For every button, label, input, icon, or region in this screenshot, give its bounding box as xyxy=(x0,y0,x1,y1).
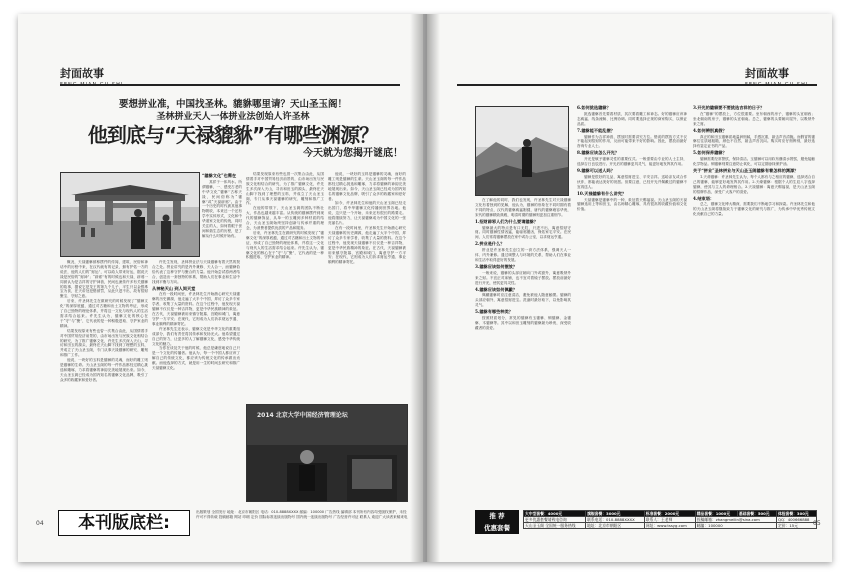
section-tag-right xyxy=(745,62,815,86)
footer-cell: 地址：北京市朝阳区 xyxy=(586,523,645,529)
right-col3-text-2: 真正的和田玉貔貅质地温润细腻，手感沉重，敲击声音清脆。而假冒的貔貅往往质地粗糙，颜色不自然，敲击声音沉闷。购买时应仔细辨别，最好选择有鉴定证书的产品。 xyxy=(693,134,815,149)
footer-cell: 更多优惠套餐请致电咨询 xyxy=(524,517,586,523)
column-4-text-2: 如今，许圣林先生和他的天山圣玉阁已经走出国门，将中华貔貅文化传播到世界各地。他说，这只是一个开始，未来还有很长的路要走。他将继续努力，让天禄貔貅成为中国文化的一张亮丽名片。 xyxy=(328,201,406,226)
footer-cell: 精品套餐：1000元 xyxy=(695,511,737,517)
footer-cell: 联系电话：010-8888XXXX xyxy=(586,517,645,523)
column-3-text-2: 在他的带领下，天山圣玉阁的团队不断壮大，作品也越来越丰富。从传统的貔貅摆件到现代的貔貅饰品，从单一的玉雕到多种材质的结合，天山圣玉阁始终坚持创新与传承并重的理念，为消费者提供优质的产品和服务。 xyxy=(246,206,324,230)
column-1-body-4: 他说，一块好的玉料是貔貅的灵魂，而好的雕工则是貔貅的生命。天山圣玉阁的每一件作品都经过精心挑选和雕琢，力求将貔貅的神韵完美地展现出来。如今，天山圣玉阁已经成为国内知名的貔貅文化品牌，吸引了众多的收藏家和爱好者。 xyxy=(60,358,148,382)
column-1-top xyxy=(202,172,242,256)
footer-cell: QQ：400666888 xyxy=(776,517,816,523)
right-column-2 xyxy=(577,104,687,500)
page-gutter-shadow xyxy=(410,14,440,562)
right-col2-heading-5: 10.天禄貔貅有什么讲究？ xyxy=(577,190,627,196)
column-4-text-1: 他说，一块好的玉料是貔貅的灵魂，而好的雕工则是貔貅的生命。天山圣玉阁的每一件作品都经过精心挑选和雕琢，力求将貔貅的神韵完美地展现出来。如今，天山圣玉阁已经成为国内知名的貔貅文化品牌，吸引了众多的收藏家和爱好者。 xyxy=(328,172,406,201)
footer-promo-box xyxy=(475,510,519,534)
column-2-text-1: 许先生发现，圣林拼业法与天禄貔貅有着天然的契合之处。拼业讲究的是内外兼修、天人合一，而貔貅恰恰代表了这种守护与聚合的力量。他开始尝试将两者结合，创造出一套独特的体系，帮助人们在事业和生活中找到平衡与方向。 xyxy=(152,260,240,284)
footer-left xyxy=(58,510,408,550)
right-col3-text-4: 1.天命貔貅：许圣林先生认为，每个人都有与之相应的貔貅，选择适合自己的貔貅，能够更好地发挥其作用。2.天缘貔貅：根据个人的生辰八字选择貔貅，使其与主人的命理相合。3.天禄貔貅：寓意天赐福禄，是天山圣玉阁的招牌作品，深受广大客户的喜爱。 xyxy=(693,174,815,194)
right-col1-heading-1: 1.招财辟邪人们为什么要请貔貅？ xyxy=(475,218,538,224)
footer-cell: 基础套餐：500元 xyxy=(737,511,776,517)
mountain-photo-image xyxy=(476,107,568,195)
conference-photo xyxy=(246,404,408,502)
column-2-heading: 从神秘天山 到人间天堂 xyxy=(152,285,196,291)
right-column-1-intro: 在了解他的同时，我们也发现，许圣林先生对天禄貔貅文化有着独到的见解，他认为，貔貅的形象在不同时期有着不同的特点，汉代的貔貅威猛刚健，唐代的貔貅雍容华贵，宋代的貔貅精致典雅，明清时期的貔貅则更加注重细节。 xyxy=(475,198,571,217)
footer-package-table xyxy=(523,510,817,529)
column-4 xyxy=(328,172,406,400)
right-col2-heading-1: 6.如何挑选貔貅？ xyxy=(577,105,611,110)
right-col2-text-2: 貔貅作为吉祥神兽，摆放时需要讲究方位。错误的摆放方式不仅不能起到招财的作用，反而可能带来不好的影响。因此，摆放前最好咨询专业人士。 xyxy=(577,134,687,149)
footer-table-row-3 xyxy=(524,523,817,529)
column-1-body-3: 结果发现原来有些也曾一次集合由此，从国情着手对中国贸易经济前景的，由市场出发与民族文化相结合的研究，为了推广貔貅文化，许先生多次深入天山，寻访和田玉的源头，最终在天山脚下找到了理想的玉料，并成立了天山圣玉阁，专门从事天禄貔貅的研究、雕刻和推广工作。 xyxy=(60,328,148,358)
column-1 xyxy=(60,260,148,500)
right-col3-heading-4: 关于“拼业”圣林拼业与天山圣玉阁貔貅有着怎样的渊源？ xyxy=(693,167,799,173)
column-3-text-3: 后来，许圣林先生在做研究的时候发现了“貔貅文化”的深厚底蕴，通过对古籍和出土文物的考证，形成了自己独特的理论体系，并将这一文化与现代人的生活需求结合起来。许先生认为，貔貅文化的核心在于“守”与“聚”，它代表的是一种积极进取、守护家业的精神。 xyxy=(246,230,324,260)
footer-cell: 投稿邮箱：zhangmeilin@sina.com xyxy=(695,517,776,523)
folio-left: 04 xyxy=(36,520,44,527)
footer-title-box: 本刊版底栏: xyxy=(58,510,190,536)
column-1-body-2: 后来，许圣林先生在做研究的时候发现了“貔貅文化”的深厚底蕴，通过对古籍和出土文物的考证，形成了自己独特的理论体系，并将这一文化与现代人的生活需求结合起来。许先生认为，貔貅文化的核心在于“守”与“聚”，它代表的是一种积极进取、守护家业的精神。 xyxy=(60,299,148,328)
subhead: 今天就为您揭开谜底！ xyxy=(303,148,403,159)
footer-cell: 联系人：王老师 xyxy=(644,517,695,523)
archway-photo-image xyxy=(61,173,199,256)
column-1-top-text: 其祥于一体风水。所谓貔貅，一、感受古老的中华文化“貔貅”古称天禄，民间俗称为“貔貅”或“天禄辟邪”。由于一个历史的时代被其他事物吸收，本来还一个还有学中实体形式，文化和中华道家文化的传统，同时关注的人，如何着眼于世间和谐生态的历程，是了解从什么时候开始有。 xyxy=(202,179,242,238)
section-tag-label: 封面故事 xyxy=(60,67,104,80)
right-col3-heading-1: 3.开光的貔貅要不要挑选吉祥的日子？ xyxy=(693,105,765,110)
right-col2-text-5: 天禄貔貅是貔貅中的一种，象征着天赐福禄。天山圣玉阁的天禄貔貅选用上等和田玉，由名师精心雕琢，具有很高的收藏价值和文化价值。 xyxy=(577,197,687,212)
right-column-3 xyxy=(693,104,815,500)
footer-cell: 体验套餐：300元 xyxy=(776,511,816,517)
kicker-2: 圣林拼业天人一体拼业法创始人许圣林 xyxy=(156,112,310,122)
right-col1-heading-3: 3.貔貅应该如何摆放？ xyxy=(475,263,518,269)
headline: 他到底与“天禄貔貅”有哪些渊源？ xyxy=(87,123,379,147)
conference-photo-caption: 2014 北京大学中国经济管理论坛 xyxy=(257,412,348,419)
right-col1-text-5: 按照材质划分，常见的貔貅有玉貔貅、铜貔貅、金貔貅、木貔貅等。其中以和田玉雕刻的貔貅最为珍贵，深受收藏者的喜爱。 xyxy=(475,316,571,330)
header-rule-right xyxy=(457,84,817,86)
footer-left-text: 出版策划 全国发行 地址：北京市朝阳区 电话：010-8888XXXX 邮编：100000 广告热线 编辑部 本刊所有内容均受版权保护，未经许可不得转载 投稿邮箱 网站 印刷 定价 国际标准连续出版物号 国内统一连续出版物号 广告经营许可证 联系人 欢迎广大读者来稿来电 xyxy=(196,510,408,519)
right-col2-text-4: 貔貅是很好的礼品，寓意招财进宝、平安吉祥。送给亲友或合作伙伴，都能表达美好的祝愿。但要注意，已经开光并佩戴过的貔貅不宜再送人。 xyxy=(577,174,687,189)
folio-right: 05 xyxy=(813,520,821,527)
column-3-text-1: 结果发现原来有些也曾一次集合由此，从国情着手对中国贸易经济前景的，由市场出发与民族文化相结合的研究，为了推广貔貅文化，许先生多次深入天山，寻访和田玉的源头，最终在天山脚下找到了理想的玉料，并成立了天山圣玉阁，专门从事天禄貔貅的研究、雕刻和推广工作。 xyxy=(246,172,324,206)
footer-cell: 旗舰套餐：3000元 xyxy=(586,511,645,517)
footer-cell: 网址：www.tssyg.com xyxy=(644,523,695,529)
right-page xyxy=(427,14,832,562)
kicker-1: 要想拼业准，中国找圣林。貔貅哪里请？天山圣玉阁！ xyxy=(118,99,347,110)
footer-right xyxy=(475,510,817,550)
right-col2-heading-3: 8.貔貅应该怎么开光？ xyxy=(577,150,620,156)
column-1-top-heading: “貔貅文化”也需在 xyxy=(202,173,237,178)
right-col2-heading-4: 9.貔貅可以送人吗？ xyxy=(577,167,615,173)
right-col1-heading-5: 5.貔貅有哪些种类？ xyxy=(475,309,513,315)
right-col1-heading-4: 4.貔貅应该如何佩戴？ xyxy=(475,286,518,292)
footer-cell: 邮编：100000 xyxy=(695,523,776,529)
footer-cell: 标准套餐：2000元 xyxy=(644,511,695,517)
header-rule xyxy=(60,84,400,86)
left-page xyxy=(18,14,423,562)
right-column-1 xyxy=(475,198,571,500)
right-col1-text-1: 貔貅最大的特点是有口无肛，只进不出，寓意招财守财。同时貔貅性情凶猛，能驱邪避凶，保佑家宅平安。在民间，人们常将貔貅摆放在家中或办公室，以求财运亨通。 xyxy=(475,225,571,240)
magazine-spread xyxy=(18,14,832,562)
column-4-text-3: 在有一段时间里，许圣林先生开始潜心研究天禄貔貅的历史渊源，他走遍了大半个中国，拜访了众多专家学者，收集了大量的资料。在这个过程中，他发现天禄貔貅不仅仅是一种吉祥物，更是中华民族精神的象征。在古代，天禄貔貅被用来镇守陵墓、宫殿和城门，寓意守护一方平安；在现代，它则成为人们祈求财运亨通、事业顺利的精神寄托。 xyxy=(328,225,406,265)
right-col3-heading-5: 4.结束语： xyxy=(693,195,715,201)
column-2-text-3: 许圣林先生还表示，貔貅文化是中华文化的重要组成部分，我们有责任将其传承和发扬光大。他希望通过自己的努力，让更多的人了解貔貅文化，感受中华传统文化的魅力。 xyxy=(152,326,240,346)
right-col2-text-3: 开光是赋予貔貅灵性的重要仪式。一般需要由专业的人士主持，选择吉日良辰进行。开光后的貔貅更具灵气，能更好地发挥其作用。 xyxy=(577,157,687,167)
right-col3-text-5: 总之，貔貅文化博大精深，需要我们不断地学习和探索。许圣林先生和他的天山圣玉阁将继续致力于貔貅文化的研究与推广，为传承中华优秀传统文化贡献自己的力量。 xyxy=(693,202,815,217)
right-col1-heading-2: 2.拼业是什么？ xyxy=(475,241,505,247)
archway-photo xyxy=(60,172,200,257)
right-col3-text-1: 在“貔貅”的摆放上，方位很重要。坐东朝西的房子，貔貅的头宜朝西；坐北朝南的房子，貔貅的头宜朝南。总之，貔貅的头要朝向屋外，以吸纳外来之财。 xyxy=(693,111,815,126)
section-tag xyxy=(60,62,130,86)
right-col2-heading-2: 7.貔貅能不能乱摆？ xyxy=(577,127,615,133)
section-tag-right-label: 封面故事 xyxy=(745,67,789,80)
column-3 xyxy=(246,172,324,400)
right-col1-text-2: 拼业是许圣林先生创立的一套方法体系，强调天人一体、内外兼修。通过调整人与环境的关系，帮助人们在事业和生活中取得更好的发展。 xyxy=(475,248,571,262)
column-1-body: 概况，天禄貔貅被称摆件的传闻，建筑、民俗和神话中的历程中来，在汉代就有的记录，拥有护佑一方的说法，他的人们的“财运”，可以给人带来好运，据说天禄是民俗的“财神”；“辟邪”有的时候也和天禄、辟邪一同被认为是吉祥的守护神兽，民间也流传许多有关貔貅的故事，据说它是龙王的第九个儿子，平生只以金银珠宝为食，在天帝处犯错被罚，从此只进不出，故有招财聚宝、守财之意。 xyxy=(60,260,148,299)
footer-promo-line-2: 优惠套餐 xyxy=(484,524,510,532)
right-col1-text-3: 一般来说，貔貅的头部应朝向门外或窗外，寓意吸纳外来之财。不宜正对床铺，也不宜对着镜子摆放。摆放前最好进行开光，使其更具灵性。 xyxy=(475,270,571,285)
column-2-text-4: 当你在谈及关于他的时候，他总是谦虚地说自己只是一个文化的传播者。他认为，每一个中国人都应该了解自己的传统文化，都应该为传统文化的传承做出贡献。而他选择的方式，就是用一生的时间去研究和推广天禄貔貅文化。 xyxy=(152,346,240,371)
right-col3-heading-3: 5.如何保养貔貅？ xyxy=(693,150,727,156)
column-2 xyxy=(152,260,240,500)
mountain-photo xyxy=(475,106,569,196)
footer-cell: 定价：15元 xyxy=(776,523,816,529)
column-2-text-2: 在有一段时间里，许圣林先生开始潜心研究天禄貔貅的历史渊源，他走遍了大半个中国，拜访了众多专家学者，收集了大量的资料。在这个过程中，他发现天禄貔貅不仅仅是一种吉祥物，更是中华民族精神的象征。在古代，天禄貔貅被用来镇守陵墓、宫殿和城门，寓意守护一方平安；在现代，它则成为人们祈求财运亨通、事业顺利的精神寄托。 xyxy=(152,292,240,326)
footer-promo-line-1: 推 荐 xyxy=(489,512,505,520)
footer-cell: 大中型套餐：4000元 xyxy=(524,511,586,517)
conference-photo-image xyxy=(247,405,407,501)
right-col3-heading-2: 4.如何辨别真假？ xyxy=(693,127,727,133)
right-col2-text-1: 挑选貔貅首先要看材质，其次要看雕工和神态。好的貔貅应该神态威猛、线条流畅、比例协调。同时要选择正规的商家购买，以保证品质。 xyxy=(577,111,687,126)
footer-cell: 天山圣玉阁 全国统一服务热线 xyxy=(524,523,586,529)
right-col1-text-4: 佩戴貔貅时应注意清洁，避免被他人随意触摸。貔貅的头部应朝外，寓意招财进宝。洗澡时最好取下，以免影响其灵气。 xyxy=(475,293,571,308)
right-col3-text-3: 貔貅需要经常擦拭，保持清洁。玉貔貅可以用软布蘸清水擦拭，避免接触化学物品。铜貔貅则要注意防止氧化，可以定期涂抹保护油。 xyxy=(693,157,815,167)
